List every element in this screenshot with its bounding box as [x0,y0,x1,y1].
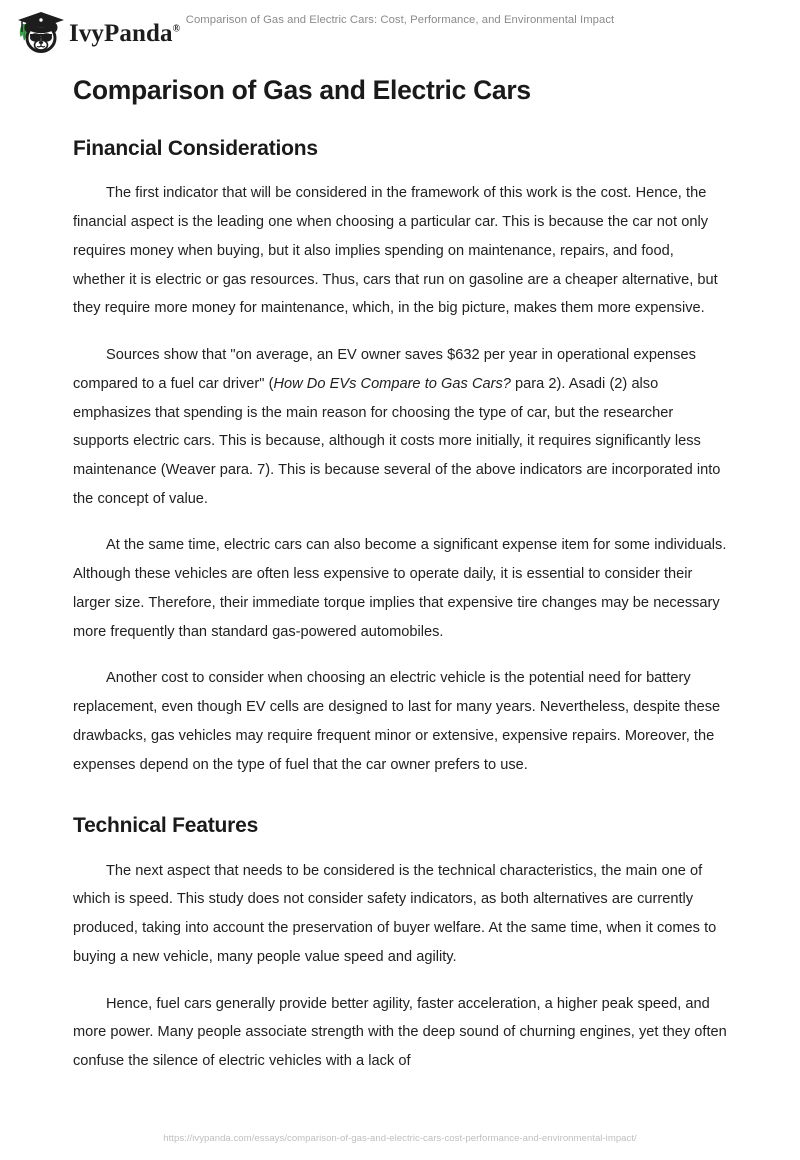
italic-title-run: How Do EVs Compare to Gas Cars? [273,375,511,392]
page-footer [0,1128,800,1146]
paragraph: The next aspect that needs to be considered is the technical characteristics, the main one of which is speed. This study does not consider safety indicators, as both alternatives are currently produced, taking into account the preservation of buyer welfare. At the same time, when it comes to buying a new vehicle, many people value speed and agility. [73,862,717,965]
registered-trademark-symbol: ® [172,23,181,35]
page-header [0,0,800,62]
section-heading-financial-considerations: Financial Considerations [73,137,318,161]
page-title: Comparison of Gas and Electric Cars [73,75,531,105]
paragraph: At the same time, electric cars can also become a significant expense item for some individuals. Although these vehicles are often less expensive to operate daily, it is essential to consider their larger size. Therefore, their immediate torque implies that expensive tire changes may be necessary more frequently than standard gas-powered automobiles. [73,537,727,640]
source-url-link[interactable]: https://ivypanda.com/essays/comparison-of-gas-and-electric-cars-cost-performance-and-environmental-impact/ [163,1133,637,1144]
running-header-title: Comparison of Gas and Electric Cars: Cost, Performance, and Environmental Impact [185,14,615,26]
paragraph: Another cost to consider when choosing an electric vehicle is the potential need for battery replacement, even though EV cells are designed to last for many years. Nevertheless, despite these drawbacks, gas vehicles may require frequent minor or extensive, expensive repairs. Moreover, the expenses depend on the type of fuel that the car owner prefers to use. [73,670,721,773]
paragraph: The first indicator that will be considered in the framework of this work is the cost. Hence, the financial aspect is the leading one when choosing a particular car. This is because the car not only requires money when buying, but it also implies spending on maintenance, repairs, and food, whether it is electric or gas resources. Thus, cars that run on gasoline are a cheaper alternative, but they require more money for maintenance, which, in the big picture, makes them more expensive. [73,185,718,317]
section-heading-technical-features: Technical Features [73,814,259,838]
paragraph: Hence, fuel cars generally provide better agility, faster acceleration, a higher peak speed, and more power. Many people associate strength with the deep sound of churning engines, yet they often confuse the silence of electric vehicles with a lack of [73,995,727,1069]
document-body [73,62,728,1076]
brand-name-text: IvyPanda [69,19,173,47]
paragraph: Sources show that "on average, an EV owner saves $632 per year in operational expenses compared to a fuel car driver" (How Do EVs Compare to Gas Cars? para 2). Asadi (2) also emphasizes that spending is the main reason for choosing the type of car, but the researcher supports electric cars. This is because, although it costs more initially, it requires significantly less maintenance (Weaver para. 7). This is because several of the above indicators are incorporated into the concept of value. [73,347,721,507]
